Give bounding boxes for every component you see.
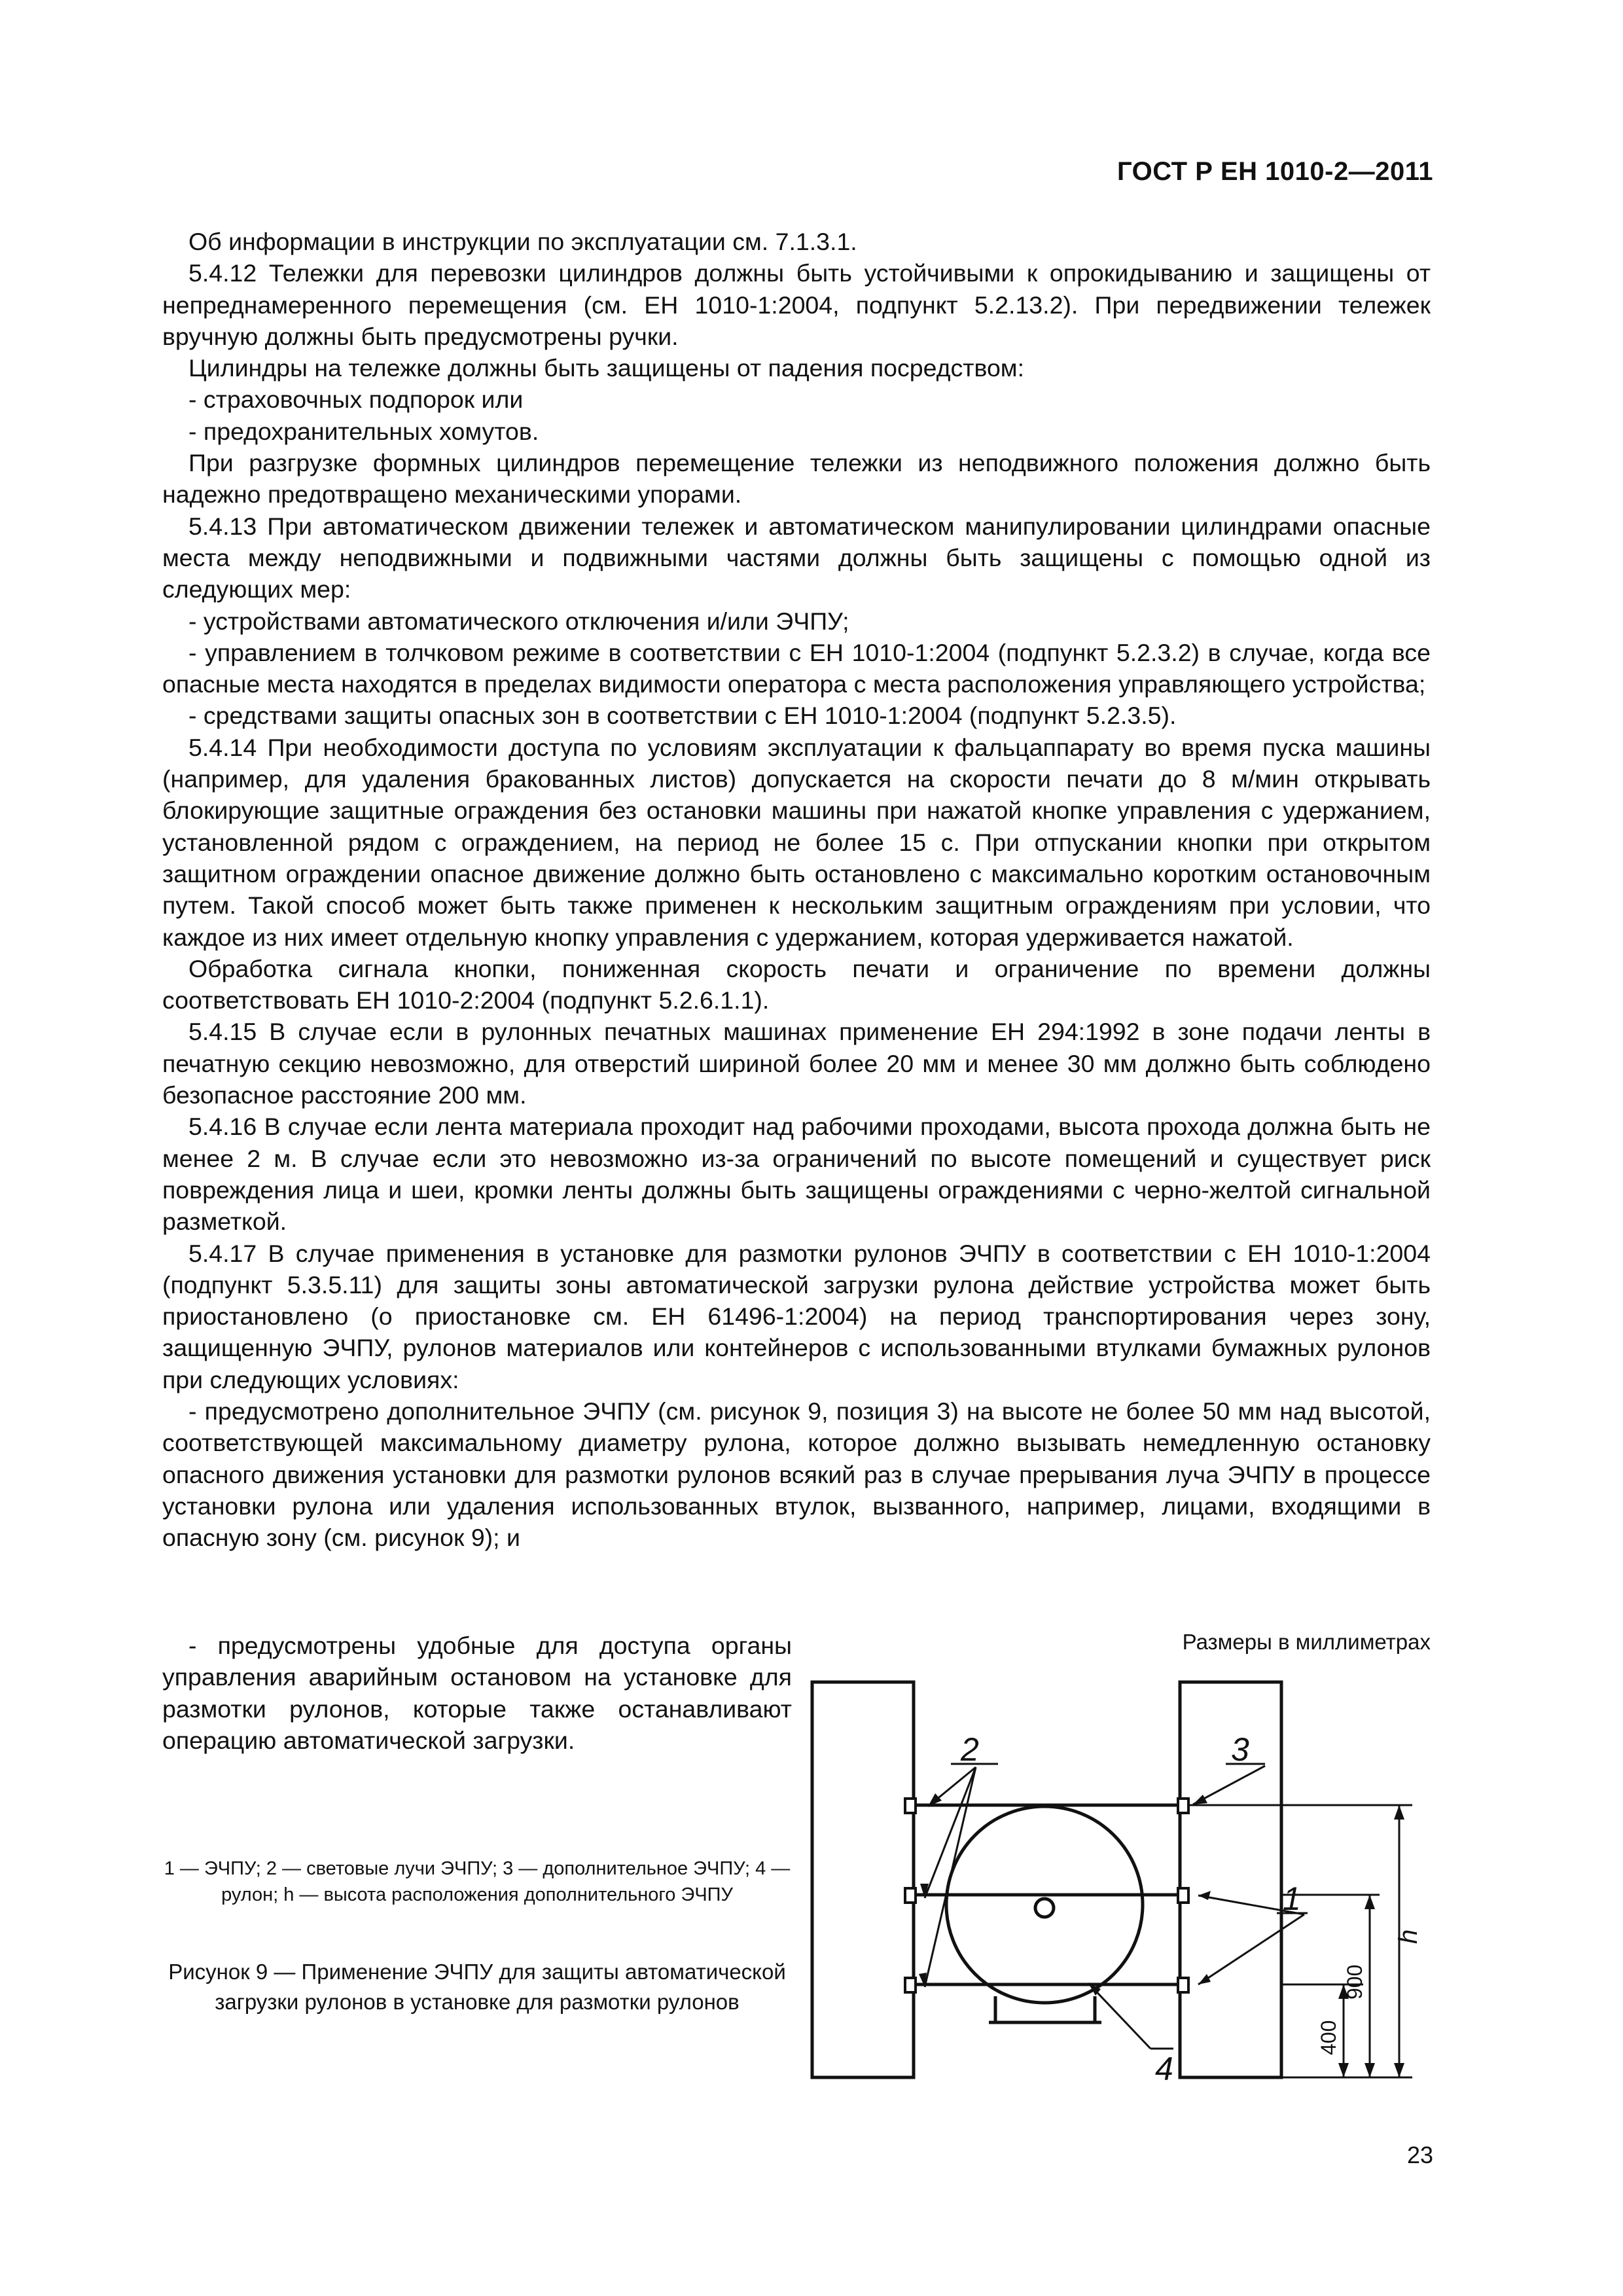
label-h: h (1394, 1929, 1423, 1944)
sensor-block (1178, 1888, 1188, 1903)
paragraph: Цилиндры на тележке должны быть защищены от падения посредством: (188, 354, 1024, 382)
paragraph: 5.4.17 В случае применения в установке для размотки рулонов ЭЧПУ в соответствии с ЕН 1010-1:2004 (подпункт 5.3.5.11) для защиты зоны автоматической загрузки рулона действие устройства может быть приостановлено (о приостановке см. ЕН 61496-1:2004) на период транспортирования через зону, защищенную ЭЧПУ, рулонов материалов или контейнеров с использованными втулками бумажных рулонов при следующих условиях: (162, 1239, 1431, 1393)
paragraph: Обработка сигнала кнопки, пониженная скорость печати и ограничение по времени должны соответствовать ЕН 1010-2:2004 (подпункт 5.2.6.1.1). (162, 954, 1431, 1014)
label-3: 3 (1231, 1731, 1249, 1768)
sensor-block (1178, 1978, 1188, 1992)
sensor-block (1178, 1799, 1188, 1813)
list-item: - устройствами автоматического отключения и/или ЭЧПУ; (188, 607, 849, 635)
document-code: ГОСТ Р ЕН 1010-2—2011 (1117, 157, 1433, 186)
roll-circle (946, 1806, 1143, 2003)
list-item: - предусмотрено дополнительное ЭЧПУ (см. рисунок 9, позиция 3) на высоте не более 50 мм над высотой, соответствующей максимальному диаметру рулона, которое должно вызывать немедленную остановку опасного движения установки для размотки рулонов всякий раз в случае прерывания луча ЭЧПУ в процессе установки рулона или удаления использованных втулок, вызванного, например, лицами, входящими в опасную зону (см. рисунок 9); и (162, 1397, 1431, 1552)
list-item: - управлением в толчковом режиме в соответствии с ЕН 1010-1:2004 (подпункт 5.2.3.2) в случае, когда все опасные места находятся в пределах видимости оператора с места расположения управляющего устройства; (162, 638, 1431, 698)
paragraph: 5.4.14 При необходимости доступа по условиям эксплуатации к фальцаппарату во время пуска машины (например, для удаления бракованных листов) допускается на скорости печати до 8 м/мин открывать блокирующие защитные ограждения без остановки машины при нажатой кнопке управления с удержанием, установленной рядом с ограждением, на период не более 15 с. При отпускании кнопки при открытом защитном ограждении опасное движение должно быть остановлено с максимально коротким остановочным путем. Такой способ может быть также применен к нескольким защитным ограждениям при условии, что каждое из них имеет отдельную кнопку управления с удержанием, которая удерживается нажатой. (162, 733, 1431, 951)
paragraph: 5.4.13 При автоматическом движении тележек и автоматическом манипулировании цилиндрами опасные места между неподвижными и подвижными частями должны быть защищены с помощью одной из следующих мер: (162, 512, 1431, 603)
figure-left-column (162, 1630, 792, 1756)
dimension-label-400: 400 (1317, 2020, 1340, 2055)
sizes-note: Размеры в миллиметрах (1182, 1630, 1431, 1654)
roll-support (995, 1996, 1095, 2022)
page-number: 23 (1406, 2142, 1433, 2168)
label-2: 2 (961, 1731, 979, 1768)
list-item: - предусмотрены удобные для доступа органы управления аварийным остановом на установке для размотки рулонов, которые также останавливают операцию автоматической загрузки. (162, 1632, 792, 1754)
list-item: - предохранительных хомутов. (188, 417, 539, 445)
paragraph: 5.4.16 В случае если лента материала проходит над рабочими проходами, высота прохода должна быть не менее 2 м. В случае если это невозможно из-за ограничений по высоте помещений и существует риск повреждения лица и шеи, кромки ленты должны быть защищены ограждениями с черно-желтой сигнальной разметкой. (162, 1113, 1431, 1236)
roll-core (1035, 1899, 1054, 1917)
sensor-block (905, 1978, 916, 1992)
figure-legend: 1 — ЭЧПУ; 2 — световые лучи ЭЧПУ; 3 — дополнительное ЭЧПУ; 4 — рулон; h — высота расположения дополнительного ЭЧПУ (164, 1858, 791, 1905)
figure-diagram (807, 1669, 1431, 2101)
list-item: - средствами защиты опасных зон в соответствии с ЕН 1010-1:2004 (подпункт 5.2.3.5). (188, 702, 1177, 730)
dimension-label-900: 900 (1343, 1964, 1366, 2000)
figure-caption: Рисунок 9 — Применение ЭЧПУ для защиты автоматической загрузки рулонов в установке для размотки рулонов (168, 1960, 786, 2014)
paragraph: 5.4.15 В случае если в рулонных печатных машинах применение ЕН 294:1992 в зоне подачи ленты в печатную секцию невозможно, для отверстий шириной более 20 мм и менее 30 мм должно быть соблюдено безопасное расстояние 200 мм. (162, 1018, 1431, 1109)
label-1: 1 (1283, 1880, 1301, 1917)
label-4: 4 (1155, 2051, 1173, 2087)
left-post (812, 1682, 914, 2077)
sensor-block (905, 1799, 916, 1813)
paragraph: При разгрузке формных цилиндров перемещение тележки из неподвижного положения должно быть надежно предотвращено механическими упорами. (162, 449, 1431, 509)
body-text (162, 226, 1431, 1553)
list-item: - страховочных подпорок или (188, 386, 524, 414)
paragraph: 5.4.12 Тележки для перевозки цилиндров должны быть устойчивыми к опрокидыванию и защищены от непреднамеренного перемещения (см. ЕН 1010-1:2004, подпункт 5.2.13.2). При передвижении тележек вручную должны быть предусмотрены ручки. (162, 259, 1431, 350)
paragraph: Об информации в инструкции по эксплуатации см. 7.1.3.1. (188, 228, 857, 255)
sensor-block (905, 1888, 916, 1903)
figure-section (162, 1630, 1431, 2101)
